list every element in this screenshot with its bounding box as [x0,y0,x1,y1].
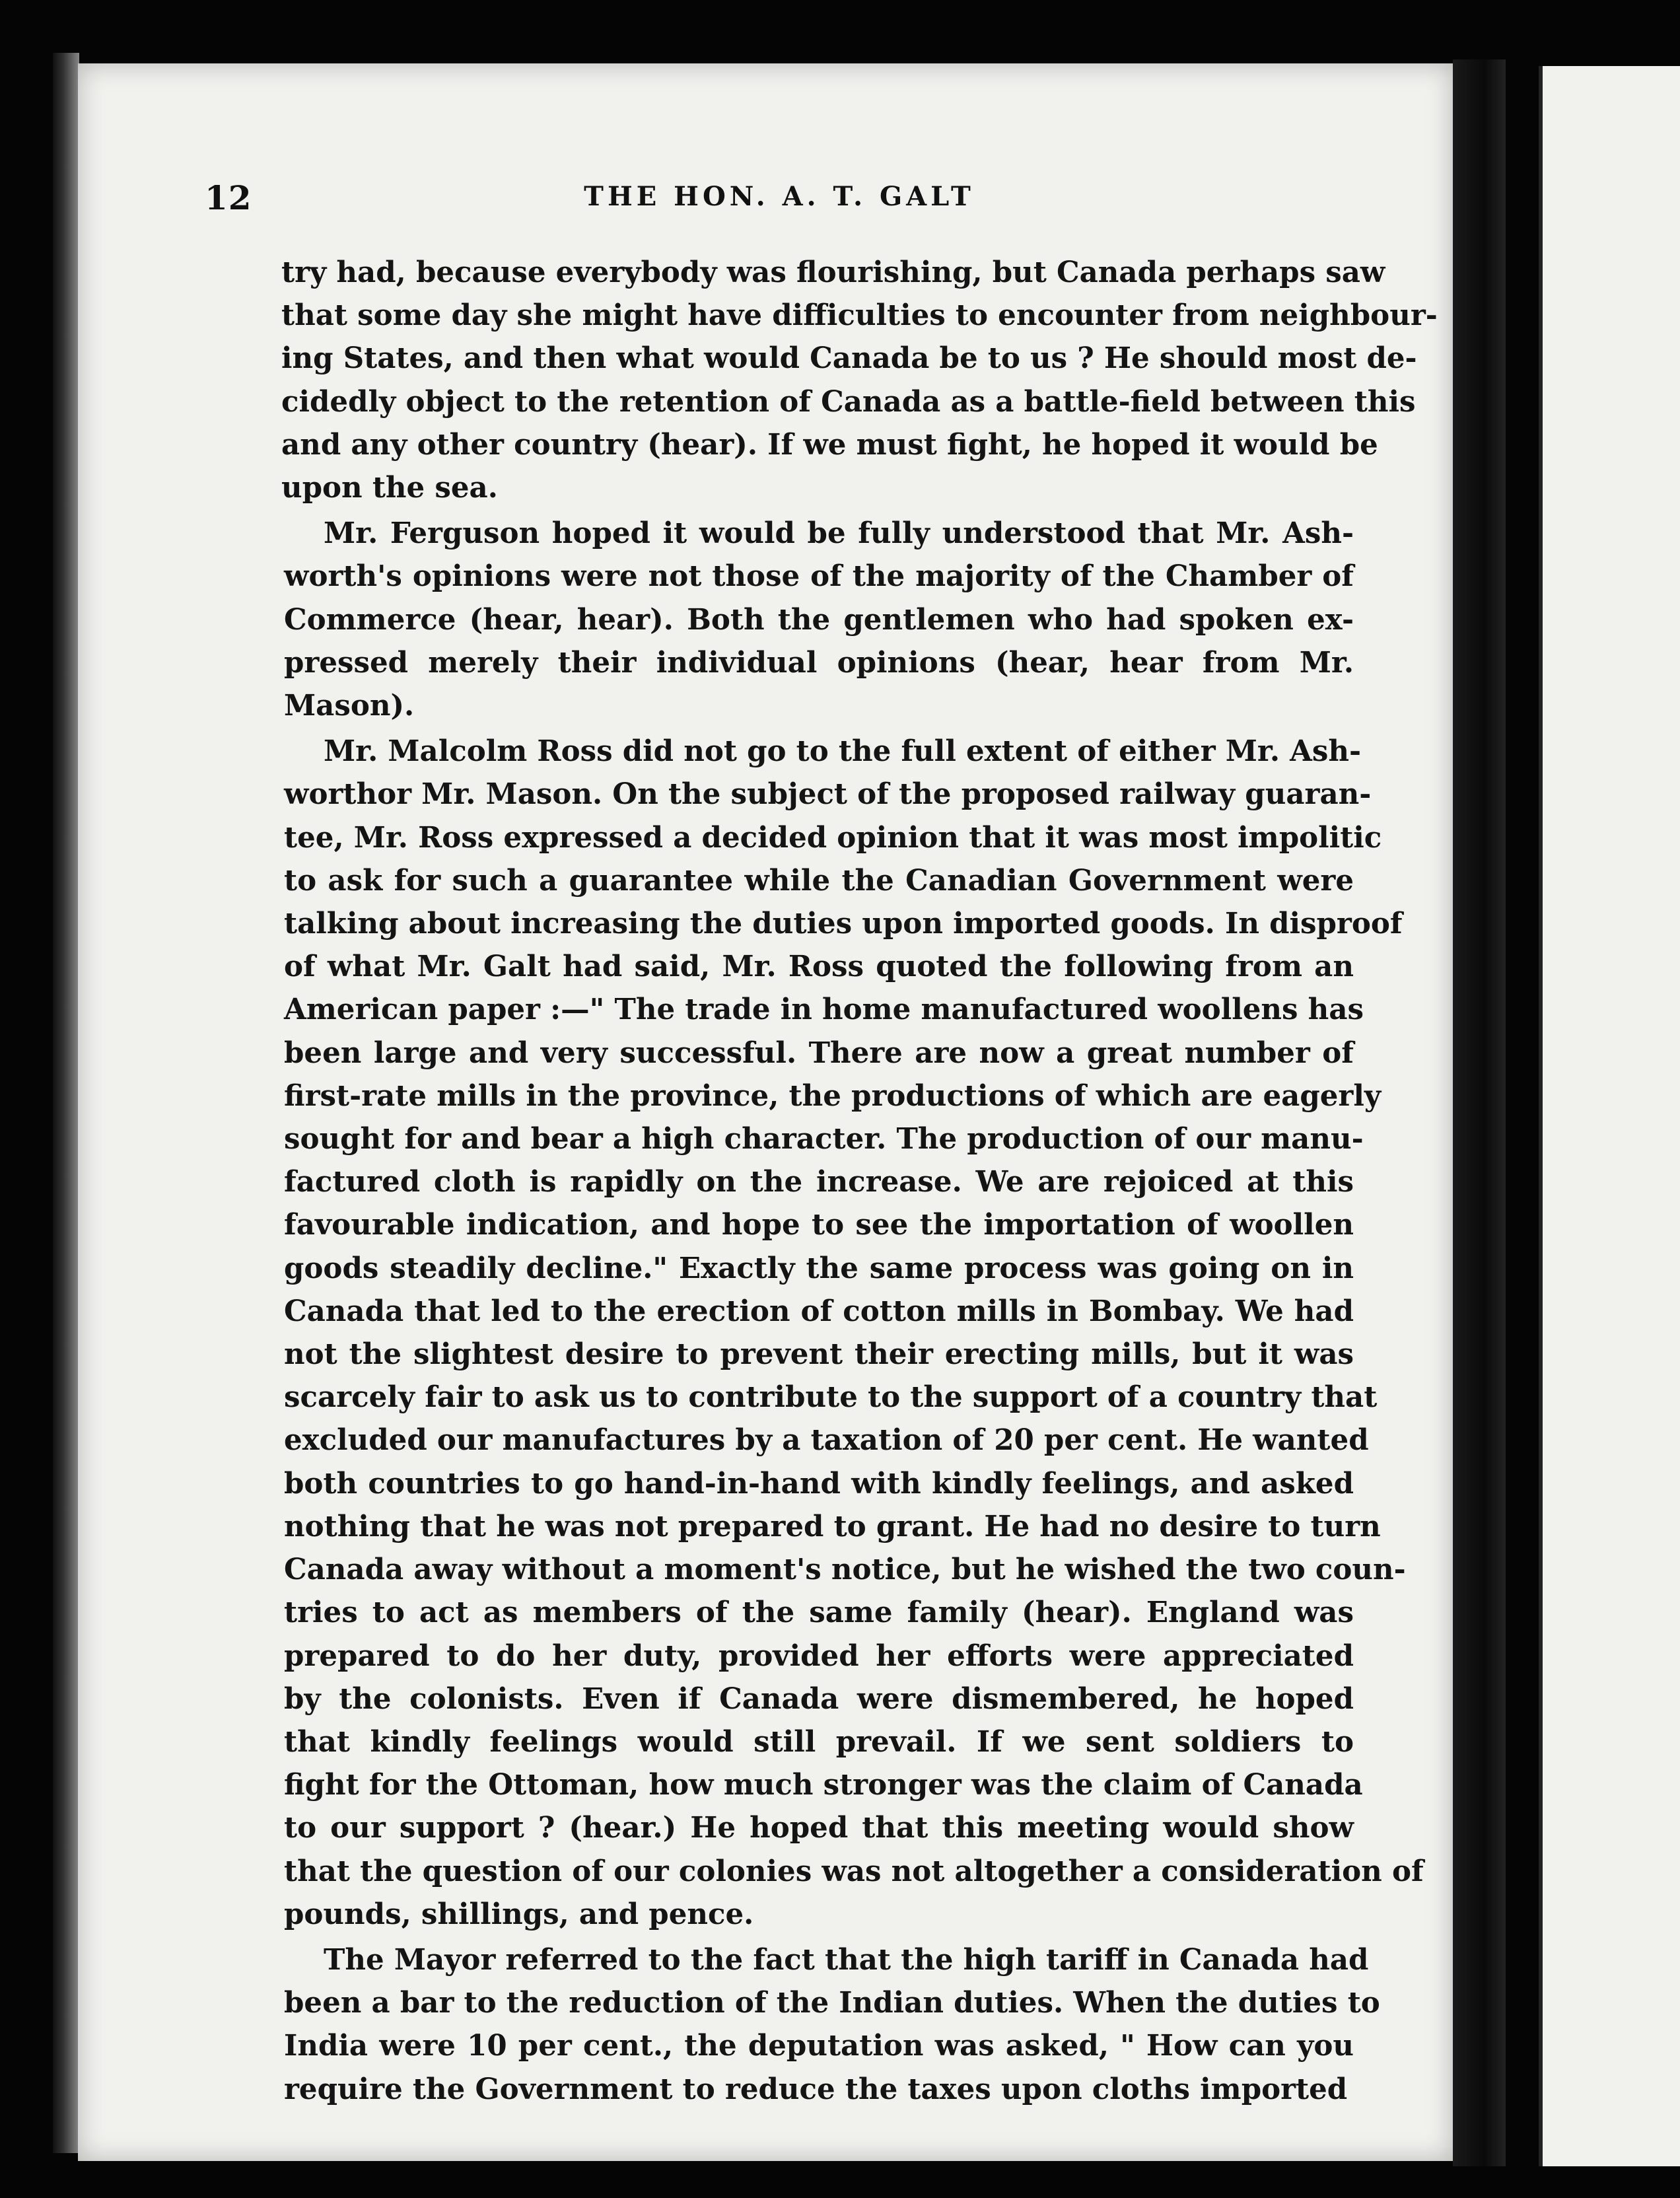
text-line: excluded our manufactures by a taxation of 20 per cent. He wanted [284,1423,1369,1458]
text-line: been large and very successful. There are now a great number of [284,1036,1354,1070]
text-line: worthor Mr. Mason. On the subject of the proposed railway guaran- [284,777,1372,812]
body-text [281,251,1438,2111]
text-line: pressed merely their individual opinions (hear, hear from Mr. [284,645,1354,680]
text-line: favourable indication, and hope to see the importation of woollen [284,1208,1354,1242]
book-edge [1453,59,1506,2166]
text-line: both countries to go hand-in-hand with kindly feelings, and asked [284,1466,1354,1501]
text-line: first-rate mills in the province, the productions of which are eagerly [284,1079,1382,1113]
book-binding-shadow [53,53,79,2153]
text-line: Mason). [284,689,415,723]
text-line: scarcely fair to ask us to contribute to the support of a country that [284,1380,1378,1415]
text-line: cidedly object to the retention of Canada as a battle-field between this [281,384,1416,419]
text-line: factured cloth is rapidly on the increase. We are rejoiced at this [284,1165,1354,1199]
text-line: American paper :—" The trade in home manufactured woollens has [284,993,1364,1027]
text-line: not the slightest desire to prevent their erecting mills, but it was [284,1337,1354,1372]
text-line: of what Mr. Galt had said, Mr. Ross quoted the following from an [284,950,1354,984]
text-line: tries to act as members of the same family (hear). England was [284,1596,1354,1630]
text-line: Mr. Ferguson hoped it would be fully understood that Mr. Ash- [324,516,1354,551]
text-line: fight for the Ottoman, how much stronger was the claim of Canada [284,1768,1363,1802]
text-line: been a bar to the reduction of the Indian duties. When the duties to [284,1986,1380,2020]
text-line: The Mayor referred to the fact that the high tariff in Canada had [324,1942,1369,1977]
text-line: pounds, shillings, and pence. [284,1897,754,1931]
text-line: nothing that he was not prepared to grant. He had no desire to turn [284,1509,1381,1543]
text-line: upon the sea. [281,471,498,505]
text-line: goods steadily decline." Exactly the same process was going on in [284,1251,1354,1285]
text-line: worth's opinions were not those of the majority of the Chamber of [284,559,1354,594]
paragraph [281,251,1438,509]
running-head: THE HON. A. T. GALT [584,181,975,212]
text-line: try had, because everybody was flourishing, but Canada perhaps saw [281,256,1385,289]
text-line: by the colonists. Even if Canada were dismembered, he hoped [284,1682,1354,1716]
text-line: that some day she might have difficulties to encounter from neighbour- [281,299,1438,333]
text-line: Mr. Malcolm Ross did not go to the full extent of either Mr. Ash- [324,734,1362,769]
paragraph [284,512,1354,727]
text-line: talking about increasing the duties upon imported goods. In disproof [284,907,1403,941]
text-line: to our support ? (hear.) He hoped that this meeting would show [284,1811,1354,1845]
text-line: Commerce (hear, hear). Both the gentlemen who had spoken ex- [284,602,1354,637]
text-line: ing States, and then what would Canada be to us ? He should most de- [281,341,1417,376]
text-line: to ask for such a guarantee while the Canadian Government were [284,863,1354,898]
text-line: Canada that led to the erection of cotton mills in Bombay. We had [284,1294,1354,1328]
text-line: that kindly feelings would still prevail. If we sent soldiers to [284,1724,1354,1759]
text-line: require the Government to reduce the taxes upon cloths imported [284,2072,1348,2106]
text-line: and any other country (hear). If we must fight, he hoped it would be [281,427,1378,462]
text-line: prepared to do her duty, provided her efforts were appreciated [284,1639,1354,1673]
text-line: that the question of our colonies was not altogether a consideration of [284,1854,1424,1888]
paragraph [284,730,1424,1936]
text-line: tee, Mr. Ross expressed a decided opinion that it was most impolitic [284,820,1382,855]
page-number: 12 [205,178,252,217]
text-line: Canada away without a moment's notice, but he wished the two coun- [284,1553,1406,1587]
page-header [205,178,1354,238]
adjacent-page-sliver [1539,66,1680,2166]
text-line: sought for and bear a high character. The production of our manu- [284,1122,1364,1156]
text-line: India were 10 per cent., the deputation was asked, " How can you [284,2029,1354,2063]
paragraph [284,1938,1380,2111]
